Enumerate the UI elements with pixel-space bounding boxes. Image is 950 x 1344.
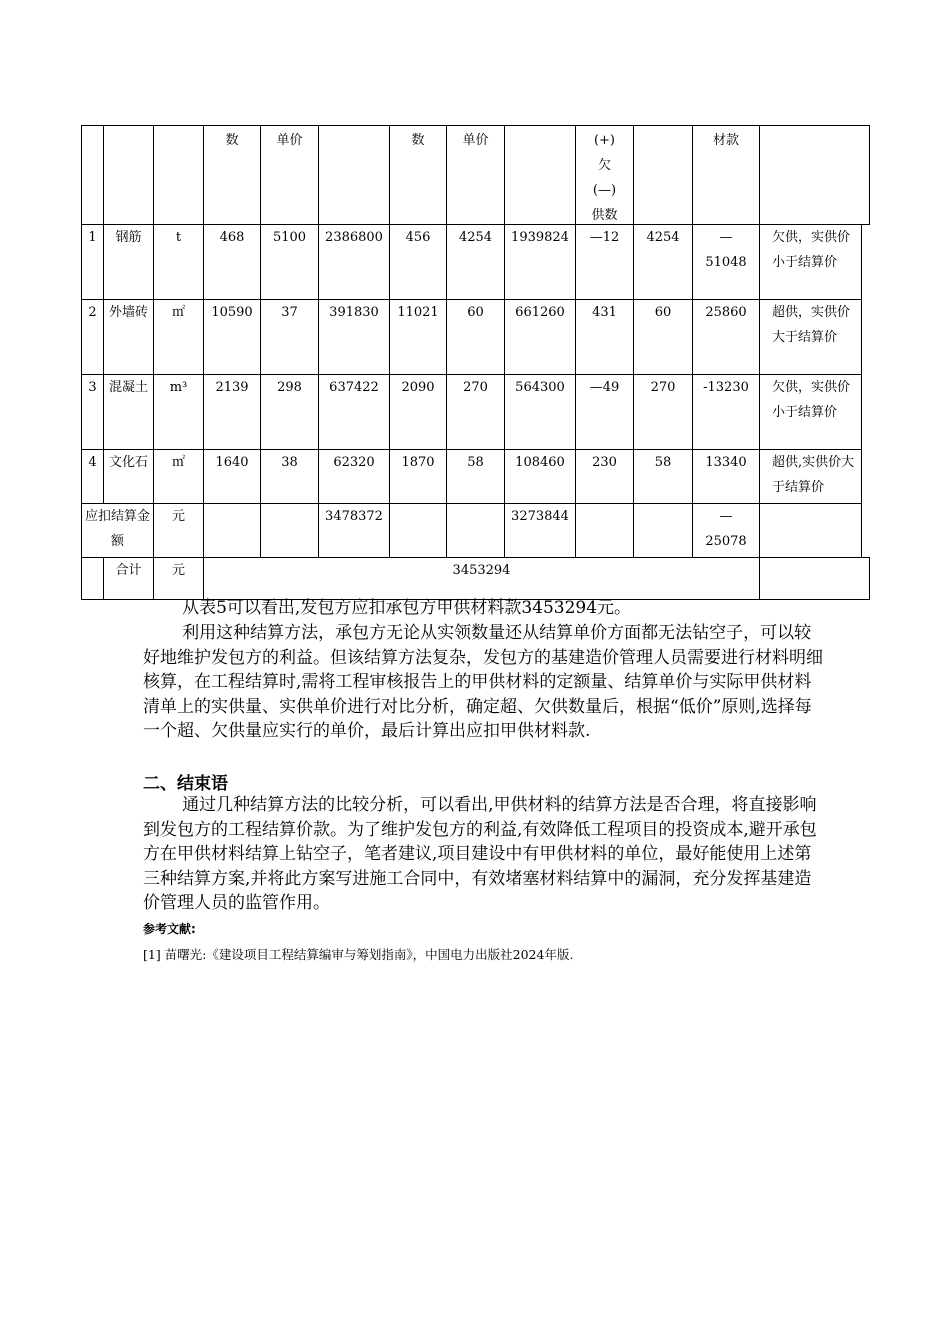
- table-deduct-empty: [633, 503, 693, 558]
- table-cell-actual_price: 60: [446, 299, 505, 375]
- table-cell-price: 5100: [260, 224, 319, 300]
- table-cell-actual_qty: 11021: [389, 299, 447, 375]
- table-cell-no: 3: [81, 374, 104, 450]
- table-total-empty: [81, 557, 104, 600]
- table-total-empty: [759, 557, 870, 600]
- table-cell-remark: 超供，实供价大于结算价: [759, 299, 862, 375]
- table-total-label: 合计: [103, 557, 154, 600]
- table-cell-settle_price: 58: [633, 449, 693, 504]
- table-cell-amount: 391830: [318, 299, 390, 375]
- table-cell-remark: 欠供，实供价小于结算价: [759, 224, 862, 300]
- table-cell-material_amount: 13340: [692, 449, 760, 504]
- table-header-cell: [759, 125, 870, 225]
- table-deduct-empty: [203, 503, 261, 558]
- table-cell-actual_price: 4254: [446, 224, 505, 300]
- table-cell-name: 钢筋: [103, 224, 154, 300]
- table-cell-amount: 637422: [318, 374, 390, 450]
- table-total-unit: 元: [153, 557, 204, 600]
- table-cell-actual_price: 58: [446, 449, 505, 504]
- table-cell-name: 外墙砖: [103, 299, 154, 375]
- table-cell-qty: 2139: [203, 374, 261, 450]
- table-cell-no: 4: [81, 449, 104, 504]
- table-deduct-empty: [389, 503, 447, 558]
- table-header-cell: [81, 125, 104, 225]
- table-cell-settle_price: 60: [633, 299, 693, 375]
- table-cell-diff_qty: —12: [575, 224, 634, 300]
- table-cell-actual_qty: 1870: [389, 449, 447, 504]
- table-deduct-actual-amount: 3273844: [504, 503, 576, 558]
- table-header-cell: [318, 125, 390, 225]
- table-cell-diff_qty: 230: [575, 449, 634, 504]
- table-total-value: 3453294: [203, 557, 760, 600]
- reference-item: [1] 苗曙光:《建设项目工程结算编审与筹划指南》，中国电力出版社2024年版.: [143, 947, 574, 962]
- table-deduct-empty: [759, 503, 862, 558]
- table-cell-unit: ㎡: [153, 449, 204, 504]
- table-cell-price: 37: [260, 299, 319, 375]
- table-cell-actual_amount: 1939824: [504, 224, 576, 300]
- references-heading: 参考文献:: [143, 922, 196, 936]
- table-deduct-empty: [260, 503, 319, 558]
- section-heading-conclusion: 二、结束语: [143, 774, 228, 794]
- table-cell-actual_qty: 456: [389, 224, 447, 300]
- table-header-cell: 单价: [446, 125, 505, 225]
- table-deduct-material-amount: — 25078: [692, 503, 760, 558]
- table-cell-material_amount: — 51048: [692, 224, 760, 300]
- table-cell-actual_amount: 108460: [504, 449, 576, 504]
- paragraph-method-analysis: 利用这种结算方法，承包方无论从实领数量还从结算单价方面都无法钻空子，可以较好地维护发包方的利益。但该结算方法复杂，发包方的基建造价管理人员需要进行材料明细核算，在工程结算时,需将工程审核报告上的甲供材料的定额量、结算单价与实际甲供材料清单上的实供量、实供单价进行对比分析，确定超、欠供数量后，根据“低价”原则,选择每一个超、欠供量应实行的单价，最后计算出应扣甲供材料款.: [143, 623, 823, 742]
- paragraph-conclusion: 通过几种结算方法的比较分析，可以看出,甲供材料的结算方法是否合理，将直接影响到发包方的工程结算价款。为了维护发包方的利益,有效降低工程项目的投资成本,避开承包方在甲供材料结算上钻空子，笔者建议,项目建设中有甲供材料的单位，最好能使用上述第三种结算方案,并将此方案写进施工合同中，有效堵塞材料结算中的漏洞，充分发挥基建造价管理人员的监管作用。: [143, 795, 817, 914]
- table-header-cell: [103, 125, 154, 225]
- table-cell-diff_qty: —49: [575, 374, 634, 450]
- table-deduct-unit: 元: [153, 503, 204, 558]
- table-header-cell: 数: [203, 125, 261, 225]
- table-cell-settle_price: 4254: [633, 224, 693, 300]
- paragraph-table-conclusion: 从表5可以看出,发包方应扣承包方甲供材料款3453294元。: [182, 598, 632, 618]
- table-cell-actual_qty: 2090: [389, 374, 447, 450]
- table-cell-amount: 2386800: [318, 224, 390, 300]
- table-cell-actual_amount: 661260: [504, 299, 576, 375]
- table-cell-unit: ㎡: [153, 299, 204, 375]
- table-cell-actual_amount: 564300: [504, 374, 576, 450]
- table-cell-amount: 62320: [318, 449, 390, 504]
- table-header-cell: 数: [389, 125, 447, 225]
- table-cell-name: 文化石: [103, 449, 154, 504]
- table-cell-no: 1: [81, 224, 104, 300]
- table-cell-qty: 468: [203, 224, 261, 300]
- table-cell-price: 38: [260, 449, 319, 504]
- table-cell-qty: 1640: [203, 449, 261, 504]
- table-cell-diff_qty: 431: [575, 299, 634, 375]
- table-header-cell: 单价: [260, 125, 319, 225]
- table-cell-material_amount: 25860: [692, 299, 760, 375]
- table-deduct-label: 应扣结算金额: [81, 503, 154, 558]
- table-cell-name: 混凝土: [103, 374, 154, 450]
- table-cell-unit: m³: [153, 374, 204, 450]
- table-cell-unit: t: [153, 224, 204, 300]
- table-cell-qty: 10590: [203, 299, 261, 375]
- table-deduct-empty: [575, 503, 634, 558]
- table-cell-price: 298: [260, 374, 319, 450]
- table-deduct-amount: 3478372: [318, 503, 390, 558]
- table-cell-remark: 超供,实供价大于结算价: [759, 449, 862, 504]
- table-header-cell: [504, 125, 576, 225]
- table-header-cell: (+) 欠 (—) 供数: [575, 125, 634, 225]
- table-cell-no: 2: [81, 299, 104, 375]
- table-header-cell: [633, 125, 693, 225]
- table-cell-actual_price: 270: [446, 374, 505, 450]
- table-header-cell: [153, 125, 204, 225]
- table-cell-material_amount: -13230: [692, 374, 760, 450]
- table-cell-remark: 欠供，实供价小于结算价: [759, 374, 862, 450]
- table-header-cell: 材款: [692, 125, 760, 225]
- table-cell-settle_price: 270: [633, 374, 693, 450]
- table-deduct-empty: [446, 503, 505, 558]
